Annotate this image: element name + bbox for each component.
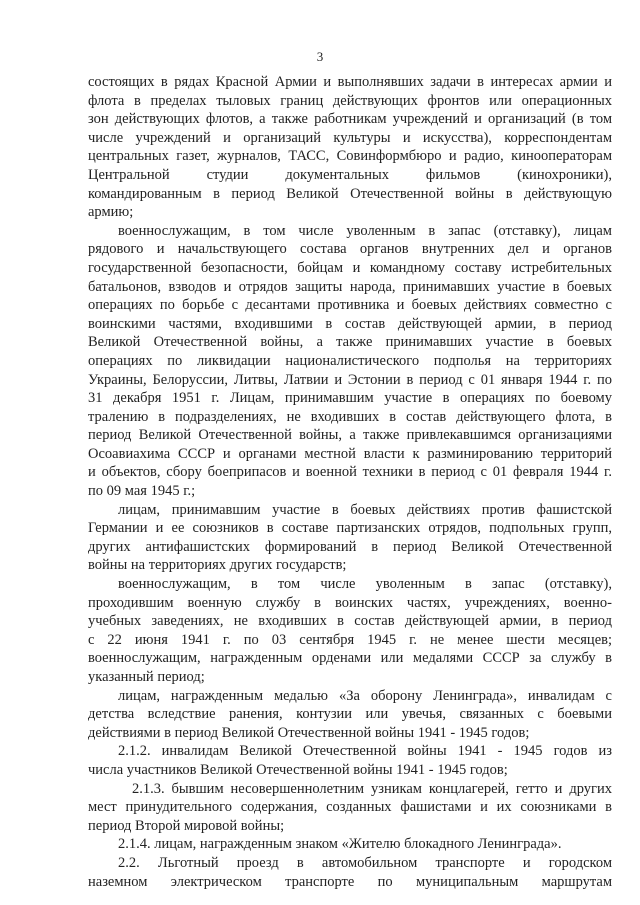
text-line: воинскими частями, входившими в состав действующей армии, в период <box>88 315 612 332</box>
text-line: Украины, Белоруссии, Литвы, Латвии и Эстонии в период с 01 января 1944 г. по <box>88 371 612 388</box>
text-line: военнослужащим, в том числе уволенным в запас (отставку), лицам <box>118 222 612 239</box>
text-line: период Великой Отечественной войны, а также привлекавшимся организациями <box>88 427 612 444</box>
text-line: с 22 июня 1941 г. по 03 сентября 1945 г. не менее шести месяцев; <box>88 631 612 648</box>
text-line: действиями в период Великой Отечественной войны 1941 - 1945 годов; <box>88 724 530 741</box>
text-line: 31 декабря 1951 г. Лицам, принимавшим участие в операциях по боевому <box>88 390 612 407</box>
text-line: Германии и ее союзников в составе партизанских отрядов, подпольных групп, <box>88 520 612 537</box>
text-line: по 09 мая 1945 г.; <box>88 483 196 500</box>
text-line: государственной безопасности, бойцам и командному составу истребительных <box>88 259 612 276</box>
text-line: операциях по ликвидации националистического подполья на территориях <box>88 352 612 369</box>
text-line: детства вследствие ранения, контузии или увечья, связанных с боевыми <box>88 706 612 723</box>
text-line: состоящих в рядах Красной Армии и выполнявших задачи в интересах армии и <box>88 74 612 90</box>
text-line: 2.1.3. бывшим несовершеннолетним узникам концлагерей, гетто и других <box>132 780 612 797</box>
page-number: 3 <box>316 49 324 64</box>
text-line: мест принудительного содержания, созданных фашистами и их союзниками в <box>88 799 612 816</box>
text-line: 2.1.2. инвалидам Великой Отечественной войны 1941 - 1945 годов из <box>118 743 612 760</box>
text-line: проходившим военную службу в воинских частях, учреждениях, военно- <box>88 594 612 611</box>
text-line: зон действующих флотов, а также работникам учреждений и организаций (в том <box>88 111 612 128</box>
text-line: армию; <box>88 204 134 221</box>
text-line: батальонов, взводов и отрядов защиты народа, принимавших участие в боевых <box>88 278 612 295</box>
text-line: других антифашистских формирований в период Великой Отечественной <box>88 538 612 555</box>
text-line: рядового и начальствующего состава органов внутренних дел и органов <box>88 241 612 258</box>
text-line: центральных газет, журналов, ТАСС, Совинформбюро и радио, кинооператорам <box>88 148 612 165</box>
text-line: и объектов, сбору боеприпасов и военной техники в период с 01 февраля 1944 г. <box>88 464 612 481</box>
text-line: Центральной студии документальных фильмов (кинохроники), <box>88 166 612 183</box>
text-line: лицам, награжденным медалью «За оборону Ленинграда», инвалидам с <box>118 687 612 704</box>
text-line: военнослужащим, в том числе уволенным в запас (отставку), <box>118 576 612 593</box>
text-line: 2.1.4. лицам, награжденным знаком «Жителю блокадного Ленинграда». <box>118 836 562 853</box>
text-line: флота в пределах тыловых границ действующих фронтов или операционных <box>88 92 612 109</box>
text-line: числе учреждений и организаций культуры и искусства), корреспондентам <box>88 129 612 146</box>
text-line: период Второй мировой войны; <box>88 817 285 834</box>
text-line: лицам, принимавшим участие в боевых действиях против фашистской <box>118 501 612 518</box>
text-line: числа участников Великой Отечественной войны 1941 - 1945 годов; <box>88 761 508 778</box>
text-line: командированным в период Великой Отечественной войны в действующую <box>88 185 612 202</box>
document-body <box>88 73 612 891</box>
text-line: Осоавиахима СССР и органами местной власти к разминированию территорий <box>88 445 612 462</box>
text-line: указанный период; <box>88 669 205 685</box>
text-line: учебных заведениях, не входивших в состав действующей армии, в период <box>88 613 612 630</box>
text-line: тралению в подразделениях, не входивших в состав действующего флота, в <box>88 408 612 425</box>
text-line: войны на территориях других государств; <box>88 557 347 574</box>
text-line: операциях по борьбе с десантами противника и боевых действиях совместно с <box>88 297 612 314</box>
text-line: Великой Отечественной войны, а также принимавших участие в боевых <box>88 334 612 351</box>
text-line: наземном электрическом транспорте по муниципальным маршрутам <box>88 873 612 890</box>
text-line: военнослужащим, награжденным орденами или медалями СССР за службу в <box>88 650 612 667</box>
text-line: 2.2. Льготный проезд в автомобильном транспорте и городском <box>118 854 612 871</box>
